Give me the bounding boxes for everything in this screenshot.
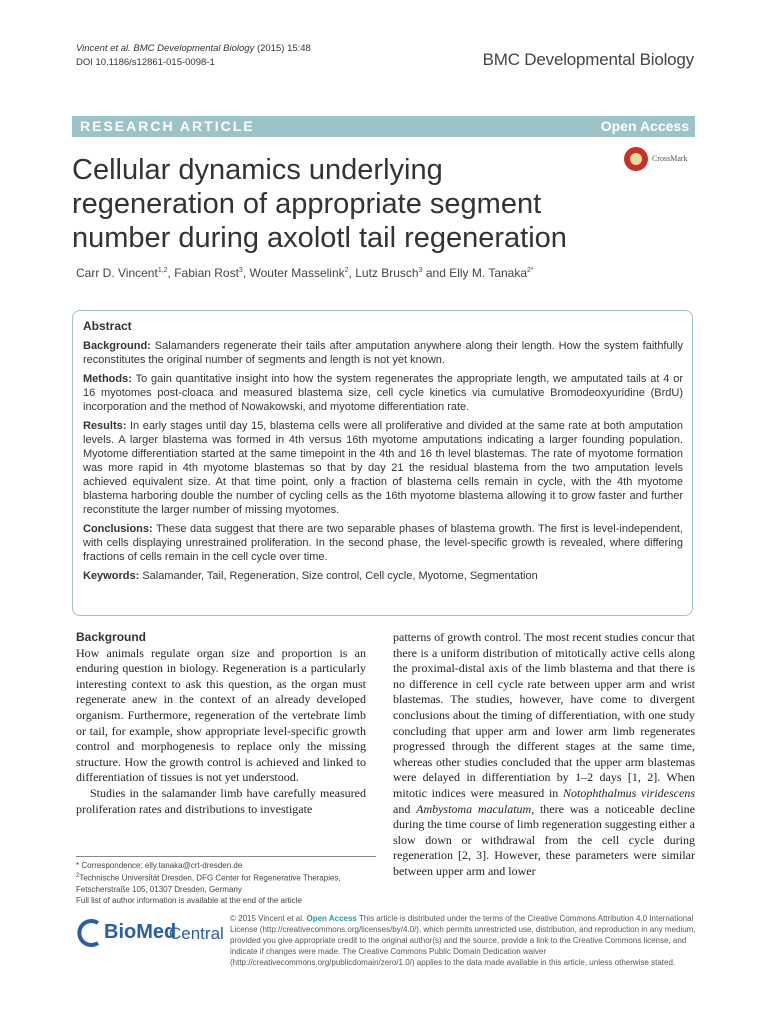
- author-name: Elly M. Tanaka: [449, 266, 528, 280]
- abstract-keywords-label: Keywords:: [83, 570, 140, 582]
- correspondence-note: * Correspondence: elly.tanaka@crt-dresden.de: [76, 861, 243, 870]
- author-list: Carr D. Vincent$^{1,2}$, Fabian Rost$^3$, Wouter Masselink$^2$, Lutz Brusch$^3$ and Elly M. Tanaka$^{2*}$: [76, 266, 534, 280]
- paragraph-text: , there was a noticeable decline during the time course of limb regeneration suggesting either a slow down or withdrawal from the cell cycle during regeneration [2, 3]. However, these parameters were similar between upper arm and lower: [393, 801, 695, 878]
- background-heading: Background: [76, 630, 147, 644]
- author-name: Wouter Masselink: [249, 266, 345, 280]
- logo-biomed: BioMed: [104, 921, 177, 943]
- author-affiliation: 1,2: [157, 267, 168, 274]
- author-affiliation: 3: [238, 267, 243, 274]
- species-name: Ambystoma maculatum: [416, 801, 532, 816]
- author-name: Fabian Rost: [174, 266, 239, 280]
- author-affiliation: 2: [344, 267, 349, 274]
- article-title: Cellular dynamics underlying regeneration of appropriate segment number during axolotl tail regeneration: [72, 154, 567, 254]
- citation-header: [76, 42, 311, 70]
- paragraph-text: patterns of growth control. The most recent studies concur that there is a uniform distribution of mitotically active cells along the proximal-distal axis of the limb blastema and that there is no difference in cell cycle rate between upper arm and wrist blastemas. The studies, however, have come to divergent conclusions about the timing of differentiation, with one study concluding that upper arm and lower arm limb regenerates progressed through the different stages at the same time, whereas other studies concluded that the upper arm blastemas were delayed in differentiation by 1–2 days [1, 2]. When mitotic indices were measured in: [393, 630, 695, 800]
- biomed-central-logo-icon: [76, 917, 102, 949]
- abstract-results-text: In early stages until day 15, blastema cells were all proliferative and divided at the same rate at both amputation levels. A larger blastema was formed in 4th versus 16th myotome amputations indicating a larger founding population. Myotome differentiation started at the same timepoint in the 4th and 16 th level blastemas. The rate of myotome formation was more rapid in 4th myotome blastemas so that by day 21 the residual blastema from the two amputation levels achieved equivalent size. At that time point, only a fraction of blastema cells remain in cycle, with the 4th myotome blastema harboring double the number of cycling cells as the 16th myotome blastema allowing it to grow faster and further reconstitute the larger number of missing myotomes.: [83, 420, 683, 516]
- logo-central: Central: [169, 924, 224, 943]
- abstract-box: [72, 310, 693, 616]
- license-text: This article is distributed under the terms of the Creative Commons Attribution 4.0 International License (http://creativecommons.org/licenses/by/4.0/), which permits unrestricted use, distribution, and reproduction in any medium, provided you give appropriate credit to the original author(s) and the source, provide a link to the Creative Commons license, and indicate if changes were made. The Creative Commons Public Domain Dedication waiver (http://creativecommons.org/publicdomain/zero/1.0/) applies to the data made available in this article, unless otherwise stated.: [230, 914, 696, 967]
- paragraph-text: and: [393, 801, 417, 816]
- abstract-methods-text: To gain quantitative insight into how the system regenerates the appropriate length, we amputated tails at 4 or 16 myotomes post-cloaca and measured blastema size, cell cycle kinetics via cumulative Bromodeoxyuridine (BrdU) incorporation and the method of Nowakowski, and myotome differentiation rate.: [83, 373, 684, 413]
- footnotes: [76, 856, 376, 906]
- abstract-conclusions-label: Conclusions:: [83, 523, 153, 535]
- background-paragraph-1: How animals regulate organ size and proportion is an enduring question in biology. Regeneration is a particularly interesting context to ask this question, as the organ must regenerate anew in the context of an already developed organism. Furthermore, regeneration of the vertebrate limb or tail, for example, show appropriate level-specific growth control and morphogenesis to replace only the missing structure. How the growth control is achieved and linked to differentiation of tissues is not yet understood.: [76, 645, 366, 785]
- abstract-conclusions-text: These data suggest that there are two separable phases of blastema growth. The first is level-independent, with cells displaying unrestrained proliferation. In the second phase, the level-specific growth is revealed, where differing fractions of cells remain in the cell cycle over time.: [83, 523, 683, 563]
- doi[interactable]: DOI 10.1186/s12861-015-0098-1: [76, 57, 215, 68]
- abstract-conclusions: [83, 522, 683, 564]
- abstract-results: [83, 419, 683, 517]
- author-affiliation: 3: [418, 267, 423, 274]
- affiliation-marker: 2: [76, 873, 80, 879]
- journal-name: BMC Developmental Biology: [482, 50, 694, 69]
- copyright-text: © 2015 Vincent et al.: [230, 914, 305, 923]
- crossmark-badge[interactable]: [624, 145, 704, 175]
- abstract-methods: [83, 372, 683, 414]
- license-statement: [230, 913, 700, 968]
- biomed-central-logo: [76, 917, 226, 949]
- species-name: Notophthalmus viridescens: [563, 785, 695, 800]
- open-access-term: Open Access: [306, 914, 357, 923]
- background-paragraph-continued: [393, 630, 695, 880]
- citation-year-volume: (2015) 15:48: [256, 43, 311, 54]
- article-type: RESEARCH ARTICLE: [80, 118, 255, 134]
- affiliation-note: [76, 871, 376, 895]
- abstract-heading: Abstract: [83, 319, 132, 333]
- abstract-background: [83, 339, 683, 367]
- background-paragraph-2: Studies in the salamander limb have carefully measured proliferation rates and distributions to investigate: [76, 785, 366, 816]
- author-affiliation: 2*: [527, 267, 534, 274]
- crossmark-icon: [624, 147, 648, 171]
- abstract-background-text: Salamanders regenerate their tails after amputation anywhere along their length. How the system faithfully reconstitutes the original number of segments and length is not yet known.: [83, 340, 683, 366]
- affiliation-text: Technische Universität Dresden, DFG Center for Regenerative Therapies, Fetscherstraße 105, 01307 Dresden, Germany: [76, 873, 341, 894]
- author-name: Lutz Brusch: [355, 266, 419, 280]
- abstract-methods-label: Methods:: [83, 373, 132, 385]
- crossmark-label: CrossMark: [652, 154, 688, 163]
- citation-authors: Vincent et al.: [76, 43, 131, 54]
- body-left-column: [76, 630, 366, 817]
- author-name: Carr D. Vincent: [76, 266, 158, 280]
- article-type-banner: [72, 116, 695, 137]
- citation-journal: BMC Developmental Biology: [133, 43, 255, 54]
- abstract-keywords-text: Salamander, Tail, Regeneration, Size control, Cell cycle, Myotome, Segmentation: [142, 570, 538, 582]
- full-list-note: Full list of author information is available at the end of the article: [76, 895, 302, 905]
- abstract-background-label: Background:: [83, 340, 151, 352]
- body-right-column: [393, 630, 695, 880]
- abstract-keywords: [83, 569, 683, 583]
- open-access-label: Open Access: [600, 118, 689, 134]
- abstract-results-label: Results:: [83, 420, 127, 432]
